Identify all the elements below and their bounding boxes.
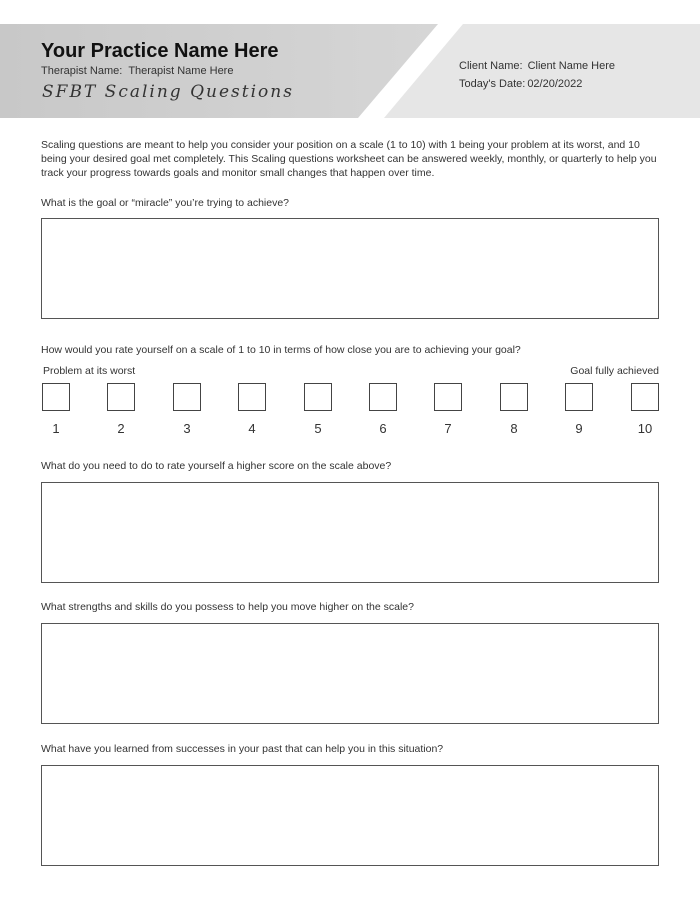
- question-strengths: What strengths and skills do you possess to help you move higher on the scale?: [41, 601, 414, 613]
- answer-box-higher-score[interactable]: [41, 482, 659, 583]
- scale-box-2[interactable]: [107, 383, 135, 411]
- scale-number-7: 7: [444, 421, 452, 436]
- question-higher-score: What do you need to do to rate yourself a higher score on the scale above?: [41, 460, 392, 472]
- scale-number-1: 1: [52, 421, 60, 436]
- question-rating: How would you rate yourself on a scale of 1 to 10 in terms of how close you are to achieving your goal?: [41, 344, 521, 356]
- scale-box-10[interactable]: [631, 383, 659, 411]
- worksheet-title: SFBT Scaling Questions: [42, 82, 294, 102]
- therapist-line: [41, 65, 233, 77]
- client-name: Client Name Here: [527, 60, 615, 72]
- scale-number-9: 9: [575, 421, 583, 436]
- scale-number-4: 4: [248, 421, 256, 436]
- scale-high-label: Goal fully achieved: [570, 365, 659, 377]
- scale-box-4[interactable]: [238, 383, 266, 411]
- scale-box-6[interactable]: [369, 383, 397, 411]
- intro-paragraph: Scaling questions are meant to help you consider your position on a scale (1 to 10) with 1 being your problem at its worst, and 10 being your desired goal met completely. This Scaling questions worksheet can be answered weekly, monthly, or quarterly to help you track your progress towards goals and monitor small changes that happen over time.: [41, 139, 657, 179]
- question-goal: What is the goal or “miracle” you’re trying to achieve?: [41, 197, 290, 209]
- answer-box-past-successes[interactable]: [41, 765, 659, 866]
- scale-box-1[interactable]: [42, 383, 70, 411]
- answer-box-strengths[interactable]: [41, 623, 659, 724]
- date-value: 02/20/2022: [527, 78, 583, 90]
- scale-box-3[interactable]: [173, 383, 201, 411]
- scale-box-5[interactable]: [304, 383, 332, 411]
- scale-box-9[interactable]: [565, 383, 593, 411]
- scale-box-8[interactable]: [500, 383, 528, 411]
- scale-number-5: 5: [314, 421, 322, 436]
- therapist-label: Therapist Name:: [41, 65, 123, 77]
- scale-box-7[interactable]: [434, 383, 462, 411]
- scale-number-3: 3: [183, 421, 191, 436]
- practice-name: Your Practice Name Here: [41, 40, 279, 62]
- scale-number-8: 8: [510, 421, 518, 436]
- scale-low-label: Problem at its worst: [43, 365, 136, 377]
- date-label: Today's Date:: [459, 78, 526, 90]
- scale-number-10: 10: [637, 421, 653, 436]
- client-label: Client Name:: [459, 60, 523, 72]
- client-line: [459, 60, 615, 72]
- therapist-name: Therapist Name Here: [128, 65, 234, 77]
- scale-number-6: 6: [379, 421, 387, 436]
- date-line: [459, 78, 582, 90]
- scale-number-2: 2: [117, 421, 125, 436]
- question-past-successes: What have you learned from successes in your past that can help you in this situation?: [41, 743, 444, 755]
- answer-box-goal[interactable]: [41, 218, 659, 319]
